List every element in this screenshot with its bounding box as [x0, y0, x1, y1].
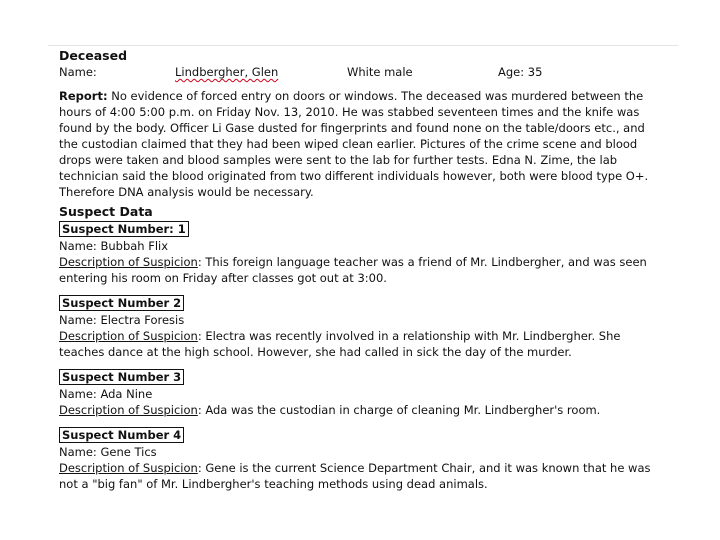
case-document [59, 48, 659, 501]
suspect-entry-3 [59, 369, 659, 418]
suspicion-label: Description of Suspicion [59, 255, 198, 269]
deceased-name-value: Lindbergher, Glen [175, 65, 279, 79]
report-paragraph [59, 88, 659, 200]
deceased-info-row [59, 64, 659, 80]
suspect-name-label: Name: [59, 239, 97, 253]
suspicion-text: : Gene is the current Science Department Chair, and it was known that he was not a "big fan" of Mr. Lindbergher's teaching methods using dead animals. [59, 461, 651, 491]
suspect-entry-1 [59, 221, 659, 286]
suspect-number-box: Suspect Number 3 [59, 369, 184, 385]
suspect-name: Electra Foresis [96, 313, 185, 327]
suspect-name: Gene Tics [96, 445, 157, 459]
suspect-name: Bubbah Flix [96, 239, 169, 253]
report-label: Report: [59, 89, 108, 103]
deceased-name-label: Name: [59, 65, 97, 79]
suspicion-label: Description of Suspicion [59, 403, 198, 417]
suspicion-text: : This foreign language teacher was a friend of Mr. Lindbergher, and was seen entering his room on Friday after classes got out at 3:00. [59, 255, 647, 285]
suspicion-label: Description of Suspicion [59, 329, 198, 343]
suspect-entry-2 [59, 295, 659, 360]
deceased-heading: Deceased [59, 48, 128, 63]
suspect-name: Ada Nine [96, 387, 153, 401]
suspect-name-label: Name: [59, 387, 97, 401]
suspect-number-box: Suspect Number: 1 [59, 221, 189, 237]
suspect-data-heading: Suspect Data [59, 204, 153, 219]
suspect-name-label: Name: [59, 445, 97, 459]
report-text: No evidence of forced entry on doors or windows. The deceased was murdered between the hours of 4:00 5:00 p.m. on Friday Nov. 13, 2010. He was stabbed seventeen times and the knife was found by the body. Officer Li Gase dusted for fingerprints and found none on the table/doors etc., and the custodian claimed that they had been wiped clean earlier. Pictures of the crime scene and blood drops were taken and blood samples were sent to the lab for further tests. Edna N. Zime, the lab technician said the blood originated from two different individuals however, both were blood type O+. Therefore DNA analysis would be necessary. [59, 89, 649, 199]
deceased-age: Age: 35 [498, 65, 543, 79]
suspect-number-box: Suspect Number 2 [59, 295, 184, 311]
deceased-race-sex: White male [347, 65, 413, 79]
suspicion-text: : Electra was recently involved in a relationship with Mr. Lindbergher. She teaches dance at the high school. However, she had called in sick the day of the murder. [59, 329, 621, 359]
suspect-number-box: Suspect Number 4 [59, 427, 184, 443]
top-divider [48, 45, 678, 46]
suspect-entry-4 [59, 427, 659, 492]
suspicion-text: : Ada was the custodian in charge of cleaning Mr. Lindbergher's room. [197, 403, 601, 417]
suspect-name-label: Name: [59, 313, 97, 327]
suspicion-label: Description of Suspicion [59, 461, 198, 475]
